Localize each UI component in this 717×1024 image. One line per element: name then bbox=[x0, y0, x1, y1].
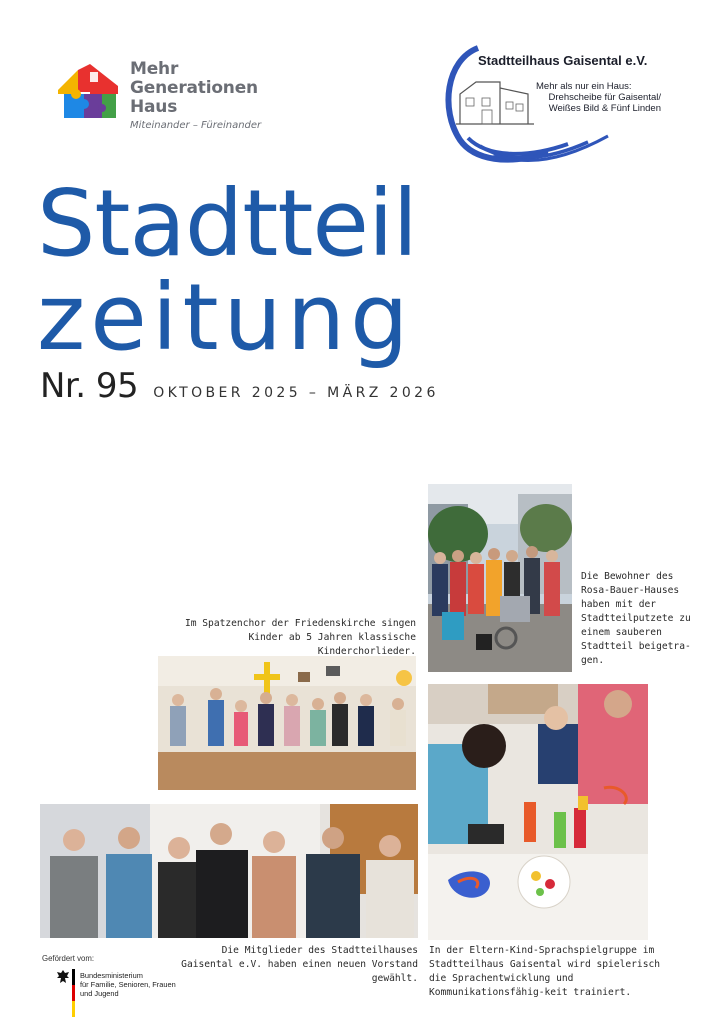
mehrgenerationenhaus-logo bbox=[56, 60, 276, 140]
ministry-name bbox=[80, 971, 196, 998]
ministry-line-1: Bundesministerium bbox=[80, 971, 143, 980]
sth-tagline bbox=[536, 81, 661, 114]
issue-line bbox=[40, 366, 439, 406]
photo-bewohner-stadtteilputzete bbox=[428, 484, 572, 672]
building-sketch-icon bbox=[456, 74, 534, 130]
mgh-line-2: Generationen bbox=[130, 78, 258, 98]
federal-eagle-icon bbox=[56, 969, 70, 985]
ministry-line-2: für Familie, Senioren, Frauen bbox=[80, 980, 176, 989]
masthead-line-1: Stadtteil bbox=[37, 170, 418, 277]
issue-number: Nr. 95 bbox=[40, 366, 139, 406]
funded-by-label: Gefördert vom: bbox=[42, 954, 94, 963]
sth-tagline-2: Drehscheibe für Gaisental/ bbox=[548, 92, 661, 103]
photo-vorstand bbox=[40, 804, 418, 938]
mgh-line-1: Mehr bbox=[130, 59, 179, 79]
mgh-tagline: Miteinander – Füreinander bbox=[130, 120, 262, 131]
puzzle-house-icon bbox=[56, 64, 120, 120]
stadtteilhaus-logo bbox=[438, 40, 664, 168]
masthead-line-2: zeitung bbox=[37, 264, 414, 371]
photo-spatzenchor bbox=[158, 656, 416, 790]
sth-title: Stadtteilhaus Gaisental e.V. bbox=[478, 53, 648, 68]
caption-sprachspielgruppe: In der Eltern-Kind-Sprachspielgruppe im Stadtteilhaus Gaisental wird spielerisch die Sprachentwicklung und Kommunikationsfähig-keit trainiert. bbox=[429, 945, 661, 998]
caption-chor: Im Spatzenchor der Friedenskirche singen Kinder ab 5 Jahren klassische Kinderchorlieder. bbox=[184, 618, 416, 657]
photo-sprachspielgruppe bbox=[428, 684, 648, 940]
flag-stripe-icon bbox=[72, 969, 75, 1017]
issue-date-range: OKTOBER 2025 – MÄRZ 2026 bbox=[153, 385, 439, 401]
mgh-line-3: Haus bbox=[130, 97, 178, 117]
caption-vorstand: Die Mitglieder des Stadtteilhauses Gaisental e.V. haben einen neuen Vorstand gewählt. bbox=[181, 945, 418, 984]
sth-tagline-3: Weißes Bild & Fünf Linden bbox=[548, 103, 661, 114]
caption-bewohner: Die Bewohner des Rosa-Bauer-Hauses haben mit der Stadtteilputzete zu einem sauberen Stadtteil beigetra-gen. bbox=[581, 571, 691, 666]
sth-tagline-1: Mehr als nur ein Haus: bbox=[536, 81, 632, 92]
bmfsfj-logo bbox=[56, 969, 196, 1019]
ministry-line-3: und Jugend bbox=[80, 989, 119, 998]
